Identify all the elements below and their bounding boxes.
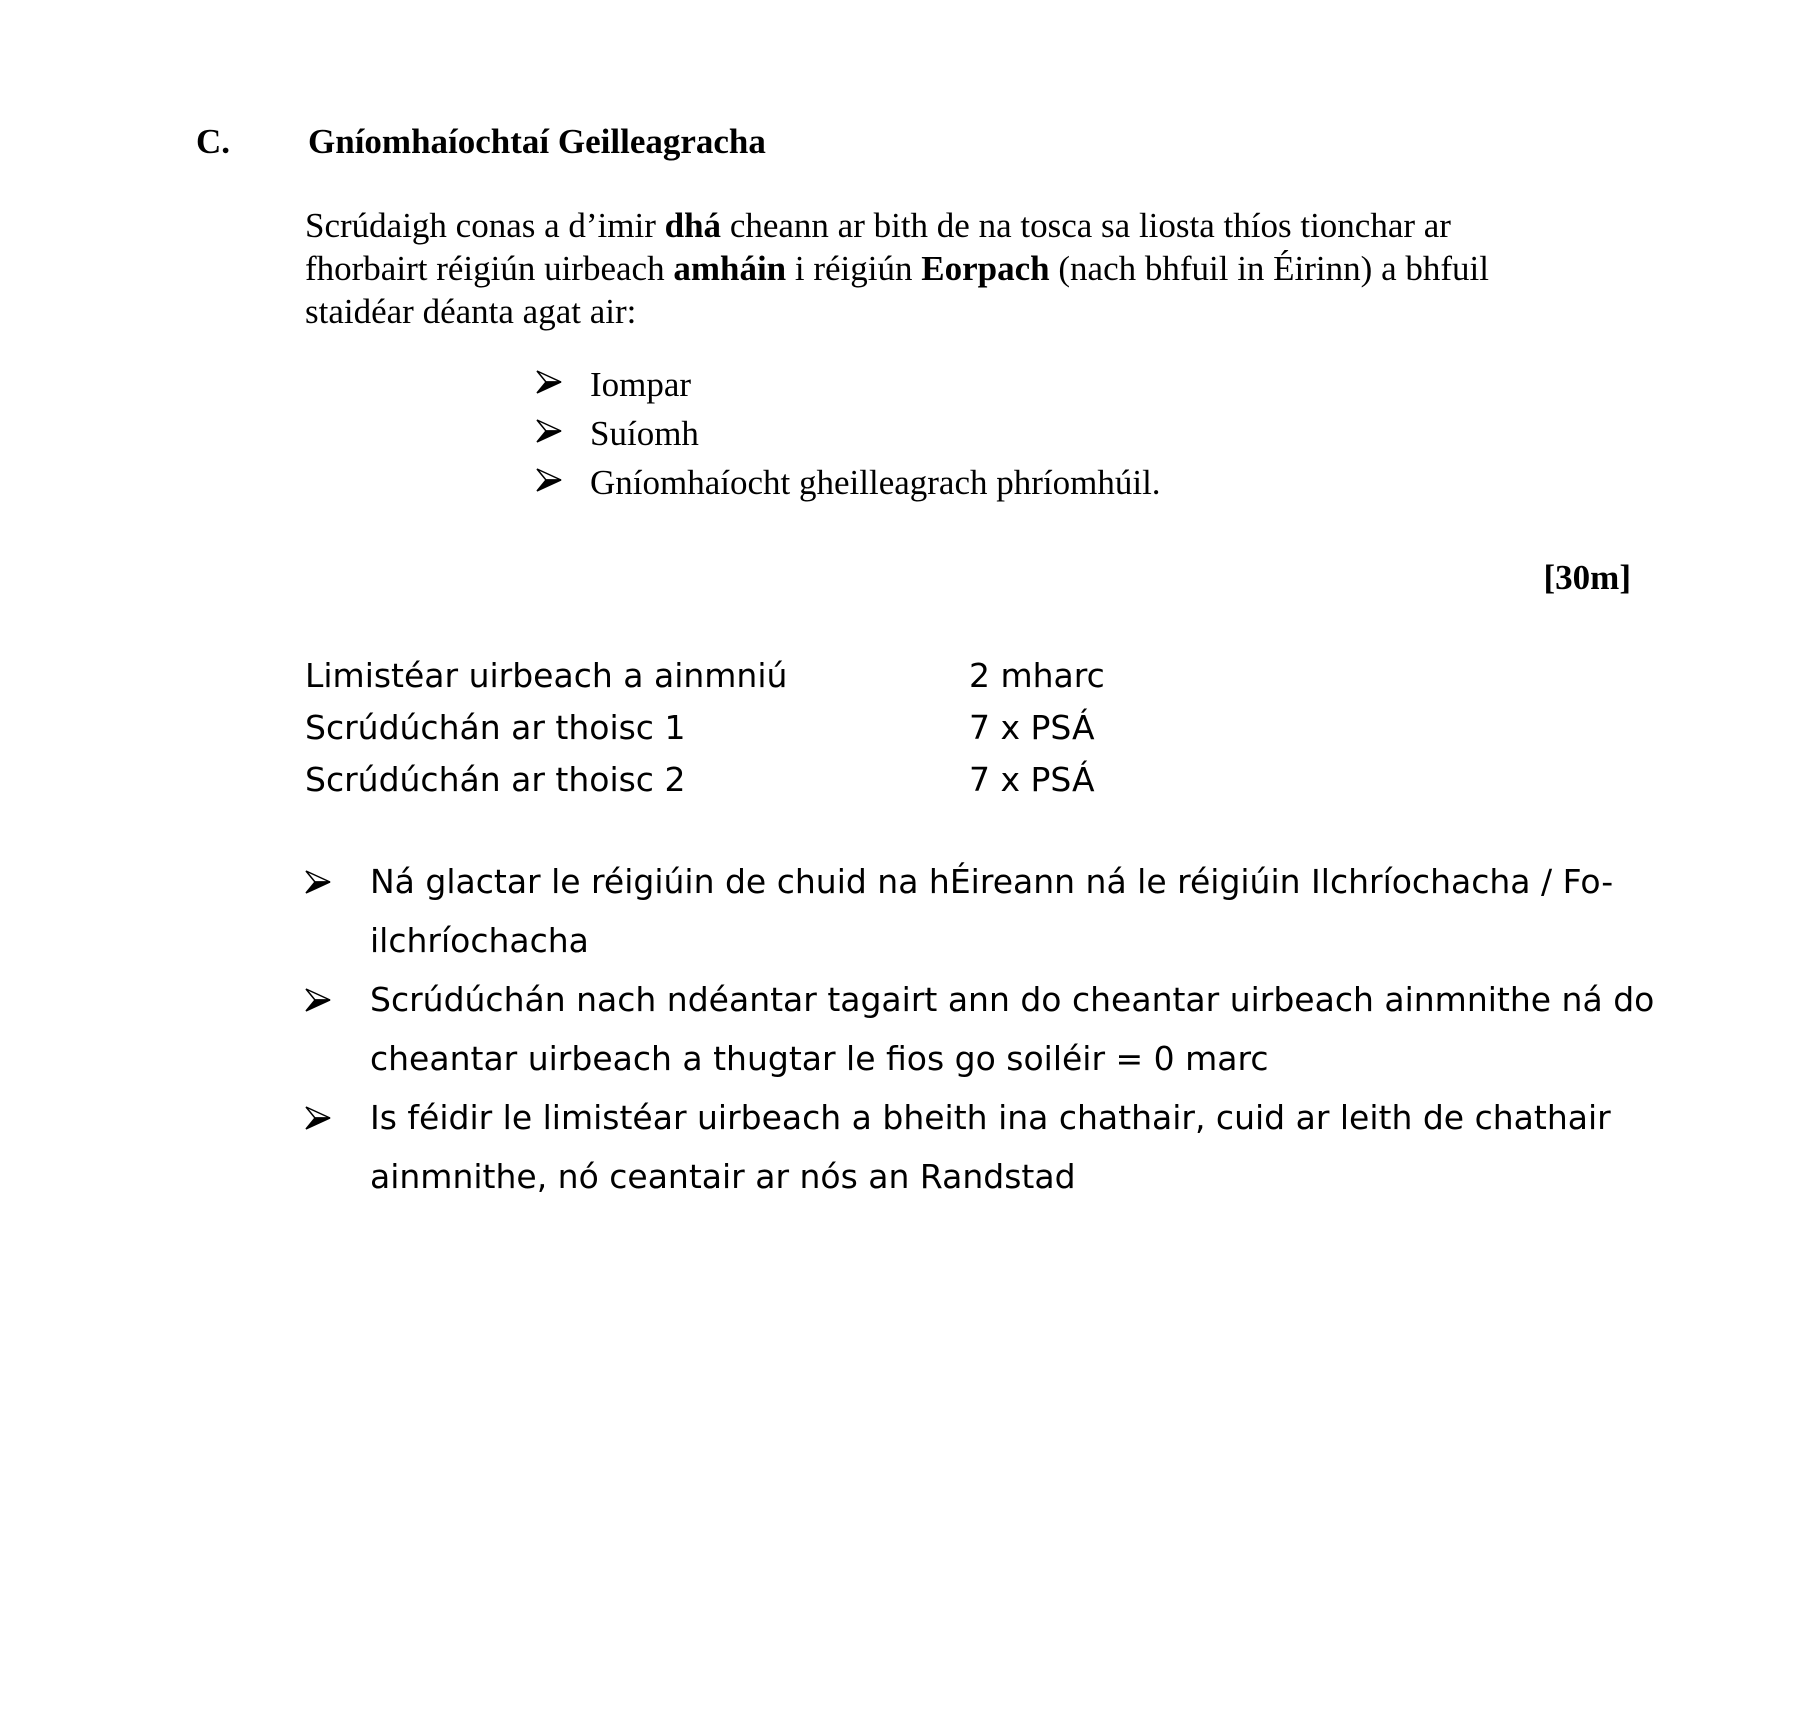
- arrow-bullet-icon: [305, 970, 370, 1029]
- note-item: [305, 852, 1655, 970]
- criterion-cell: Scrúdúchán ar thoisc 1: [305, 708, 686, 747]
- arrow-bullet-icon: [536, 370, 590, 400]
- marking-scheme-table: [305, 650, 1105, 806]
- marks-cell: 2 mharc: [969, 656, 1105, 695]
- note-item: [305, 1088, 1655, 1206]
- question-line-3: staidéar déanta agat air:: [305, 292, 637, 331]
- emphasis-dha: dhá: [664, 206, 722, 245]
- text-span: Scrúdaigh conas a d’imir: [305, 206, 665, 245]
- question-line-1: [305, 204, 1645, 247]
- text-span: i réigiún: [786, 249, 922, 288]
- marks-cell: 7 x PSÁ: [969, 760, 1095, 799]
- factor-list: [536, 360, 1161, 507]
- question-text: [305, 204, 1645, 333]
- criterion-cell: Limistéar uirbeach a ainmniú: [305, 656, 788, 695]
- text-span: cheann ar bith de na tosca sa liosta thíos tionchar ar: [721, 206, 1451, 245]
- section-letter: C.: [196, 122, 231, 161]
- question-line-2: [305, 247, 1645, 290]
- note-item: [305, 970, 1655, 1088]
- note-text: Ná glactar le réigiúin de chuid na hÉireann ná le réigiúin Ilchríochacha / Fo-ilchríochacha: [370, 862, 1614, 960]
- table-row: [305, 702, 1105, 754]
- criterion-cell: Scrúdúchán ar thoisc 2: [305, 760, 686, 799]
- emphasis-eorpach: Eorpach: [921, 249, 1050, 288]
- factor-label: Gníomhaíocht gheilleagrach phríomhúil.: [590, 463, 1161, 502]
- factor-label: Iompar: [590, 365, 692, 404]
- table-row: [305, 650, 1105, 702]
- arrow-bullet-icon: [536, 419, 590, 449]
- text-span: (nach bhfuil in Éirinn) a bhfuil: [1049, 249, 1489, 288]
- emphasis-amhain: amháin: [673, 249, 787, 288]
- factor-item: [536, 360, 1161, 409]
- marking-notes: [305, 852, 1655, 1206]
- section-title: Gníomhaíochtaí Geilleagracha: [308, 122, 766, 161]
- marks-cell: 7 x PSÁ: [969, 708, 1095, 747]
- total-marks: [30m]: [1543, 558, 1631, 597]
- arrow-bullet-icon: [305, 852, 370, 911]
- section-heading: [196, 120, 766, 164]
- factor-item: [536, 409, 1161, 458]
- note-text: Scrúdúchán nach ndéantar tagairt ann do cheantar uirbeach ainmnithe ná do cheantar uirbeach a thugtar le fios go soiléir = 0 marc: [370, 980, 1655, 1078]
- arrow-bullet-icon: [536, 468, 590, 498]
- table-row: [305, 754, 1105, 806]
- note-text: Is féidir le limistéar uirbeach a bheith ina chathair, cuid ar leith de chathair ainmnithe, nó ceantair ar nós an Randstad: [370, 1098, 1611, 1196]
- arrow-bullet-icon: [305, 1088, 370, 1147]
- text-span: fhorbairt réigiún uirbeach: [305, 249, 674, 288]
- factor-item: [536, 458, 1161, 507]
- factor-label: Suíomh: [590, 414, 699, 453]
